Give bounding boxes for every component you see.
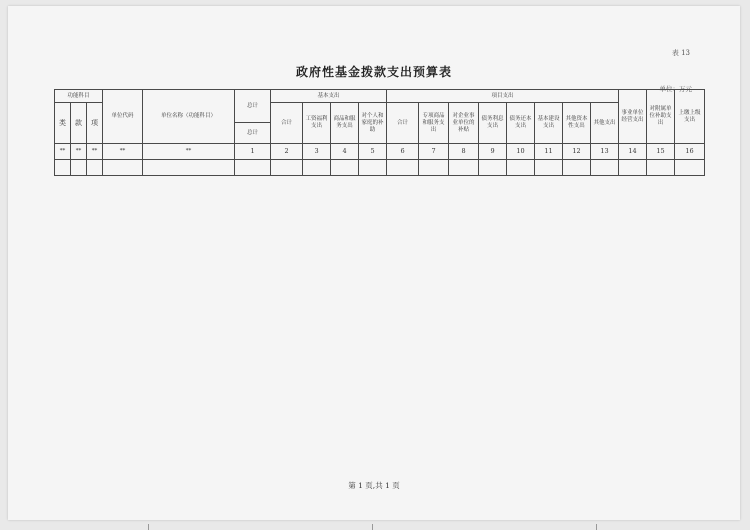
header-wages: 工资福利支出 xyxy=(303,103,331,144)
page-footer: 第 1 页,共 1 页 xyxy=(348,481,400,490)
table-cell xyxy=(271,160,303,176)
table-cell xyxy=(303,160,331,176)
index-number: 8 xyxy=(449,144,479,160)
page-title: 政府性基金拨款支出预算表 xyxy=(295,65,452,79)
index-number: 3 xyxy=(303,144,331,160)
index-number: 12 xyxy=(563,144,591,160)
unit-label: 单位：万元 xyxy=(659,85,692,93)
header-unit-code: 单位代码 xyxy=(103,90,143,144)
table-cell xyxy=(535,160,563,176)
scan-mark xyxy=(596,524,597,530)
table-cell xyxy=(331,160,359,176)
header-basic-expense: 基本支出 xyxy=(271,90,387,103)
index-number: 5 xyxy=(359,144,387,160)
header-other-capital: 其他资本性支出 xyxy=(563,103,591,144)
table-cell xyxy=(591,160,619,176)
table-cell xyxy=(507,160,535,176)
index-number: 2 xyxy=(271,144,303,160)
header-debt-principal: 债务还本支出 xyxy=(507,103,535,144)
header-row-1 xyxy=(55,90,705,103)
header-debt-interest: 债务利息支出 xyxy=(479,103,507,144)
index-number: 13 xyxy=(591,144,619,160)
header-project-total: 合计 xyxy=(387,103,419,144)
table-cell xyxy=(563,160,591,176)
table-cell xyxy=(235,160,271,176)
table-cell xyxy=(419,160,449,176)
table-cell xyxy=(619,160,647,176)
index-star-unit-code: ** xyxy=(103,144,143,160)
index-number: 1 xyxy=(235,144,271,160)
index-star-lei: ** xyxy=(55,144,71,160)
header-goods-services: 商品和服务支出 xyxy=(331,103,359,144)
header-special-goods: 专项商品和服务支出 xyxy=(419,103,449,144)
table-cell xyxy=(103,160,143,176)
index-star-unit-name: ** xyxy=(143,144,235,160)
table-row-empty xyxy=(55,160,705,176)
header-capital-construction: 基本建设支出 xyxy=(535,103,563,144)
header-lower-subsidy: 对附属单位补助支出 xyxy=(647,90,675,144)
table-cell xyxy=(87,160,103,176)
index-star-xiang: ** xyxy=(87,144,103,160)
header-total-sub: 总计 xyxy=(235,123,271,144)
index-star-kuan: ** xyxy=(71,144,87,160)
index-number: 11 xyxy=(535,144,563,160)
header-kuan: 款 xyxy=(71,103,87,144)
header-enterprise-expense: 事业单位经营支出 xyxy=(619,90,647,144)
header-func-subject: 功能科目 xyxy=(55,90,103,103)
index-number: 7 xyxy=(419,144,449,160)
table-cell xyxy=(387,160,419,176)
header-individual-subsidy: 对个人和家庭的补助 xyxy=(359,103,387,144)
index-row xyxy=(55,144,705,160)
index-number: 14 xyxy=(619,144,647,160)
header-project-expense: 项目支出 xyxy=(387,90,619,103)
table-cell xyxy=(55,160,71,176)
table-cell xyxy=(143,160,235,176)
header-total-label: 总计 xyxy=(235,90,271,123)
table-cell xyxy=(449,160,479,176)
header-xiang: 项 xyxy=(87,103,103,144)
index-number: 9 xyxy=(479,144,507,160)
table-cell xyxy=(647,160,675,176)
form-number: 表 13 xyxy=(671,49,690,57)
document-page xyxy=(8,6,740,520)
table-cell xyxy=(675,160,705,176)
table-cell xyxy=(479,160,507,176)
budget-table xyxy=(54,89,705,176)
scan-mark xyxy=(148,524,149,530)
index-number: 10 xyxy=(507,144,535,160)
table-cell xyxy=(71,160,87,176)
scan-mark xyxy=(372,524,373,530)
index-number: 16 xyxy=(675,144,705,160)
index-number: 4 xyxy=(331,144,359,160)
header-basic-total: 合计 xyxy=(271,103,303,144)
table-cell xyxy=(359,160,387,176)
header-unit-name: 单位名称（功能科目） xyxy=(143,90,235,144)
header-other-expense: 其他支出 xyxy=(591,103,619,144)
header-upper-payment: 上缴上级支出 xyxy=(675,90,705,144)
index-number: 15 xyxy=(647,144,675,160)
header-enterprise-subsidy: 对企业事业单位的补贴 xyxy=(449,103,479,144)
index-number: 6 xyxy=(387,144,419,160)
header-lei: 类 xyxy=(55,103,71,144)
